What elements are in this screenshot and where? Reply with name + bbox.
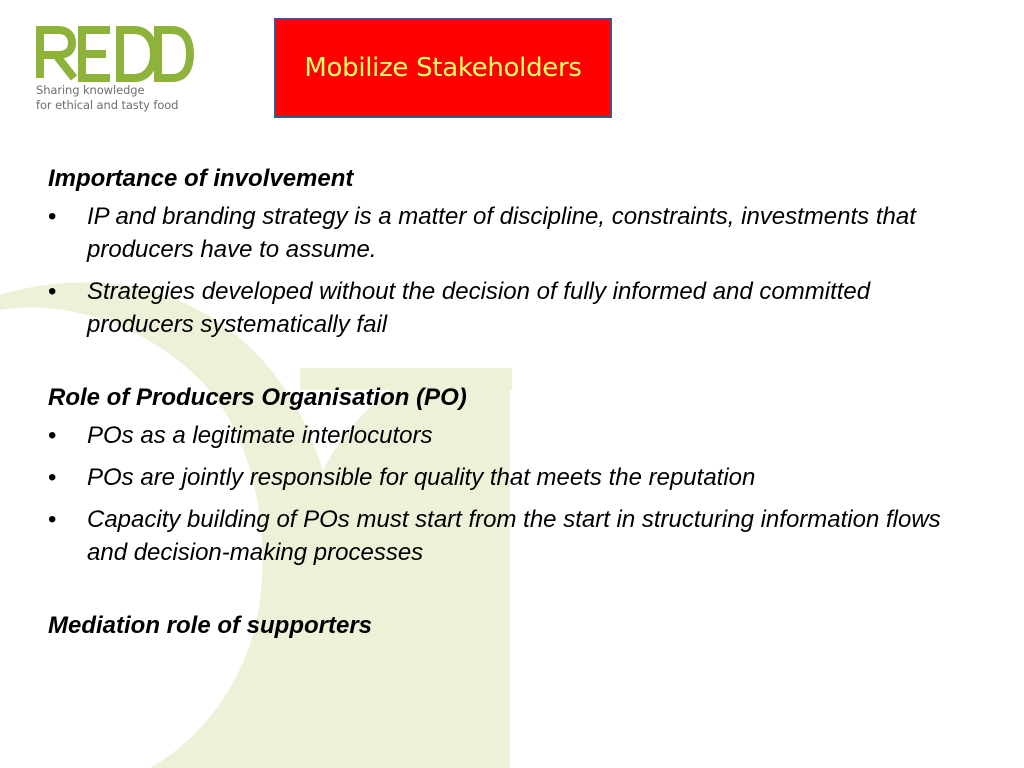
bullet-list-po-role bbox=[48, 419, 948, 569]
slide-title: Mobilize Stakeholders bbox=[304, 53, 582, 83]
bullet-item: • Capacity building of POs must start from the start in structuring information flows and decision-making processes bbox=[48, 503, 948, 569]
bullet-list-involvement bbox=[48, 200, 948, 341]
logo-tagline-line1: Sharing knowledge bbox=[36, 83, 145, 97]
logo-tagline-line2: for ethical and tasty food bbox=[36, 98, 179, 112]
section-heading-mediation: Mediation role of supporters bbox=[48, 612, 373, 639]
slide-title-box bbox=[274, 18, 612, 118]
slide-body bbox=[48, 162, 948, 642]
section-heading-involvement: Importance of involvement bbox=[48, 165, 354, 192]
bullet-item: • POs as a legitimate interlocutors bbox=[48, 419, 948, 452]
section-heading-po-role: Role of Producers Organisation (PO) bbox=[48, 384, 467, 411]
bullet-item: • Strategies developed without the decision of fully informed and committed producers systematically fail bbox=[48, 275, 948, 341]
redd-logo bbox=[34, 24, 204, 116]
bullet-item: • POs are jointly responsible for quality that meets the reputation bbox=[48, 461, 948, 494]
redd-logo-icon bbox=[34, 24, 194, 84]
bullet-item: • IP and branding strategy is a matter of discipline, constraints, investments that producers have to assume. bbox=[48, 200, 948, 266]
